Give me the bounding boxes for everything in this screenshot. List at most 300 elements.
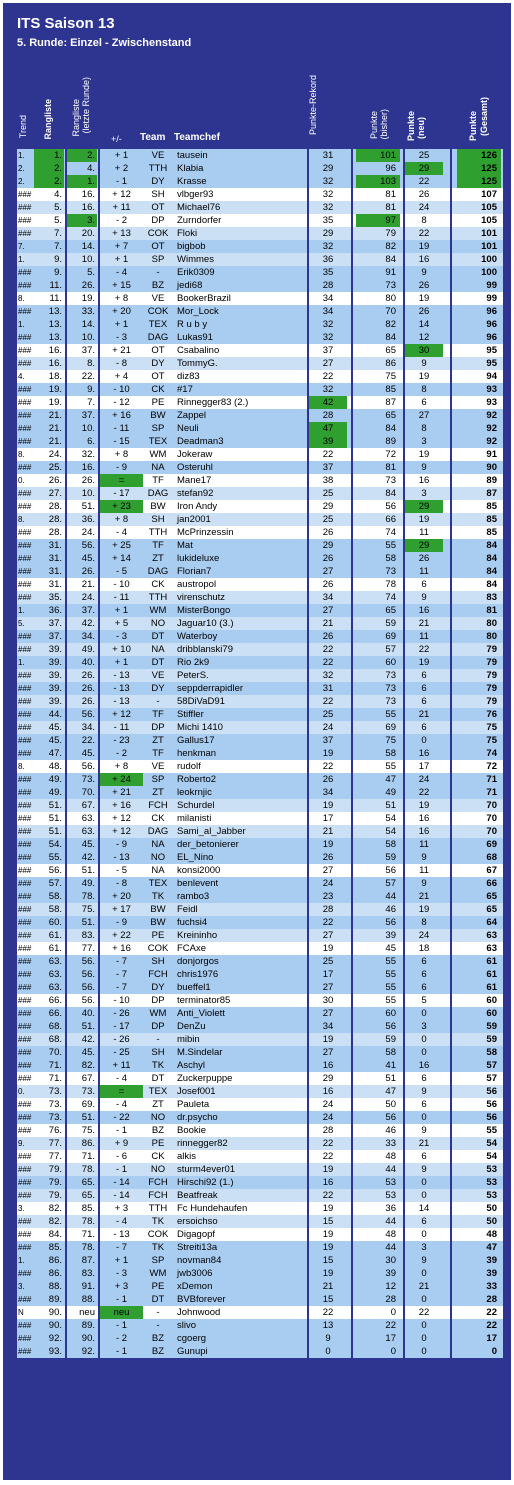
points-total-cell: 126 [457, 149, 501, 162]
trend-cell: 1. [18, 255, 25, 264]
column-divider [307, 591, 309, 604]
prev-rank-cell: neu [79, 1307, 95, 1318]
column-divider [98, 851, 100, 864]
teamchef-cell: Stiffler [177, 709, 204, 720]
column-divider [307, 942, 309, 955]
diff-cell: - 13 [113, 1229, 130, 1240]
prev-rank-cell: 6. [87, 436, 95, 447]
column-divider [351, 448, 353, 461]
diff-cell: + 8 [114, 761, 129, 772]
column-divider [450, 1098, 452, 1111]
column-divider [98, 474, 100, 487]
column-divider [65, 526, 67, 539]
column-divider [351, 1345, 353, 1358]
column-divider [403, 734, 405, 747]
diff-cell: - 10 [113, 995, 130, 1006]
column-divider [450, 617, 452, 630]
trend-cell: ### [18, 775, 32, 784]
column-divider [307, 669, 309, 682]
rank-cell: 66. [48, 995, 62, 1006]
prev-rank-cell: 90. [81, 1333, 95, 1344]
column-divider [403, 1020, 405, 1033]
teamchef-cell: rinnegger82 [177, 1138, 228, 1149]
header-trend: Trend [18, 115, 28, 139]
column-divider [307, 1319, 309, 1332]
prev-rank-cell: 3. [67, 214, 97, 227]
rank-cell: 49. [48, 787, 62, 798]
table-row [17, 344, 503, 357]
teamchef-cell: jedi68 [177, 280, 203, 291]
rank-cell: 84. [48, 1229, 62, 1240]
column-divider [403, 773, 405, 786]
team-cell: DP [151, 995, 165, 1006]
column-divider [65, 1059, 67, 1072]
table-row [17, 1280, 503, 1293]
team-cell: FCH [148, 1190, 168, 1201]
trend-cell: ### [18, 983, 32, 992]
points-new-cell: 22 [418, 787, 430, 798]
column-divider [403, 981, 405, 994]
column-divider [307, 1111, 309, 1124]
team-cell: SH [151, 514, 165, 525]
prev-rank-cell: 45. [81, 839, 95, 850]
column-divider [98, 201, 100, 214]
trend-cell: ### [18, 632, 32, 641]
trend-cell: ### [18, 502, 32, 511]
points-total-cell: 22 [486, 1307, 497, 1318]
column-divider [450, 734, 452, 747]
table-row [17, 1124, 503, 1137]
column-divider [403, 1098, 405, 1111]
column-divider [403, 968, 405, 981]
rank-cell: 55. [48, 852, 62, 863]
column-divider [403, 591, 405, 604]
column-divider [351, 682, 353, 695]
column-divider [403, 1059, 405, 1072]
diff-cell: - 22 [113, 1112, 130, 1123]
record-cell: 34 [322, 306, 334, 317]
team-cell: WM [149, 1008, 167, 1019]
prev-rank-cell: 26. [81, 683, 95, 694]
diff-cell: - 6 [115, 1151, 128, 1162]
record-cell: 24 [322, 1099, 334, 1110]
points-total-cell: 33 [486, 1281, 497, 1292]
table-row [17, 227, 503, 240]
column-divider [98, 1007, 100, 1020]
diff-cell: + 16 [112, 410, 131, 421]
table-row [17, 1137, 503, 1150]
column-divider [351, 1280, 353, 1293]
column-divider [351, 656, 353, 669]
team-cell: WM [149, 449, 167, 460]
rank-cell: 89. [48, 1294, 62, 1305]
rank-cell: 5. [54, 202, 62, 213]
team-cell: WM [149, 1268, 167, 1279]
points-prev-cell: 57 [385, 644, 396, 655]
column-divider [450, 1189, 452, 1202]
trend-cell: ### [18, 1022, 32, 1031]
prev-rank-cell: 10. [81, 332, 95, 343]
points-total-cell: 60 [486, 1008, 497, 1019]
points-new-cell: 22 [418, 176, 430, 187]
table-row [17, 383, 503, 396]
prev-rank-cell: 63. [81, 826, 95, 837]
trend-cell: ### [18, 437, 32, 446]
column-divider [450, 461, 452, 474]
diff-cell: - 23 [113, 735, 130, 746]
prev-rank-cell: 56. [81, 540, 95, 551]
record-cell: 22 [322, 696, 334, 707]
team-cell: DAG [147, 566, 169, 577]
column-divider [307, 812, 309, 825]
prev-rank-cell: 51. [81, 865, 95, 876]
rank-cell: 28. [48, 527, 62, 538]
table-row [17, 331, 503, 344]
record-cell: 22 [322, 644, 334, 655]
column-divider [450, 981, 452, 994]
trend-cell: ### [18, 424, 32, 433]
points-prev-cell: 51 [385, 1073, 396, 1084]
column-divider [307, 383, 309, 396]
column-divider [307, 955, 309, 968]
prev-rank-cell: 24. [81, 592, 95, 603]
prev-rank-cell: 19. [81, 293, 95, 304]
trend-cell: ### [18, 1269, 32, 1278]
trend-cell: ### [18, 229, 32, 238]
rank-cell: 2. [34, 162, 64, 175]
column-divider [307, 461, 309, 474]
prev-rank-cell: 37. [81, 410, 95, 421]
column-divider [98, 734, 100, 747]
column-divider [450, 526, 452, 539]
column-divider [98, 266, 100, 279]
header-record: Punkte-Rekord [308, 75, 318, 136]
table-row [17, 656, 503, 669]
teamchef-cell: Josef001 [177, 1086, 216, 1097]
points-total-cell: 75 [486, 735, 497, 746]
table-row [17, 188, 503, 201]
column-divider [450, 279, 452, 292]
diff-cell: + 21 [112, 787, 131, 798]
column-divider [98, 357, 100, 370]
teamchef-cell: Michael76 [177, 202, 221, 213]
team-cell: DAG [147, 826, 169, 837]
record-cell: 37 [322, 735, 334, 746]
team-cell: FCH [148, 800, 168, 811]
prev-rank-cell: 89. [81, 1320, 95, 1331]
points-total-cell: 79 [486, 683, 497, 694]
record-cell: 32 [322, 176, 334, 187]
points-new-cell: 26 [418, 306, 430, 317]
points-new-cell: 29 [405, 539, 443, 552]
table-row [17, 981, 503, 994]
points-new-cell: 27 [418, 410, 430, 421]
diff-cell: + 8 [114, 514, 129, 525]
record-cell: 26 [322, 579, 334, 590]
record-cell: 29 [322, 1073, 334, 1084]
points-prev-cell: 59 [385, 852, 396, 863]
team-cell: PE [151, 1281, 165, 1292]
teamchef-cell: virenschutz [177, 592, 226, 603]
column-divider [307, 994, 309, 1007]
header-rank-prev: Rangliste [71, 99, 81, 137]
column-divider [403, 1163, 405, 1176]
column-divider [307, 305, 309, 318]
record-cell: 22 [322, 371, 334, 382]
teamchef-cell: Rio 2k9 [177, 657, 210, 668]
column-divider [307, 864, 309, 877]
table-row [17, 1215, 503, 1228]
points-prev-cell: 101 [356, 149, 400, 162]
column-divider [351, 981, 353, 994]
column-divider [98, 1189, 100, 1202]
rank-cell: 56. [48, 865, 62, 876]
column-divider [65, 747, 67, 760]
column-divider [65, 500, 67, 513]
column-divider [351, 851, 353, 864]
column-divider [98, 565, 100, 578]
points-prev-cell: 59 [385, 618, 396, 629]
column-divider [450, 1007, 452, 1020]
team-cell: DT [151, 1294, 165, 1305]
column-divider [307, 435, 309, 448]
points-total-cell: 79 [486, 644, 497, 655]
record-cell: 22 [322, 1138, 334, 1149]
column-divider [65, 643, 67, 656]
points-prev-cell: 58 [385, 553, 396, 564]
teamchef-cell: lukideluxe [177, 553, 220, 564]
team-cell: - [156, 696, 160, 707]
rank-cell: 63. [48, 956, 62, 967]
teamchef-cell: bigbob [177, 241, 206, 252]
points-new-cell: 19 [418, 293, 430, 304]
rank-cell: 16. [48, 345, 62, 356]
points-total-cell: 95 [486, 358, 497, 369]
column-divider [351, 838, 353, 851]
record-cell: 13 [322, 1320, 334, 1331]
teamchef-cell: FCAxe [177, 943, 207, 954]
column-divider [307, 1098, 309, 1111]
column-divider [98, 1072, 100, 1085]
points-total-cell: 57 [486, 1073, 497, 1084]
record-cell: 27 [322, 930, 334, 941]
team-cell: SP [151, 774, 165, 785]
column-divider [307, 1059, 309, 1072]
column-divider [307, 1254, 309, 1267]
trend-cell: ### [18, 814, 32, 823]
points-total-cell: 85 [486, 501, 497, 512]
column-divider [450, 903, 452, 916]
column-divider [351, 1241, 353, 1254]
teamchef-cell: leokrnjic [177, 787, 212, 798]
column-divider [65, 1137, 67, 1150]
points-prev-cell: 84 [385, 332, 396, 343]
teamchef-cell: seppderrapidler [177, 683, 244, 694]
trend-cell: 1. [18, 658, 25, 667]
column-divider [307, 838, 309, 851]
column-divider [450, 1215, 452, 1228]
column-divider [351, 760, 353, 773]
prev-rank-cell: 56. [81, 709, 95, 720]
column-divider [450, 149, 452, 162]
rank-cell: 9. [54, 254, 62, 265]
column-divider [450, 1293, 452, 1306]
teamchef-cell: R u b y [177, 319, 208, 330]
team-cell: - [156, 1034, 160, 1045]
table-row [17, 604, 503, 617]
rank-cell: 51. [48, 826, 62, 837]
column-divider [307, 1150, 309, 1163]
team-cell: DAG [147, 332, 169, 343]
prev-rank-cell: 22. [81, 735, 95, 746]
team-cell: TEX [148, 436, 168, 447]
rank-cell: 54. [48, 839, 62, 850]
points-prev-cell: 36 [385, 1203, 396, 1214]
table-row [17, 539, 503, 552]
points-prev-cell: 84 [385, 254, 396, 265]
header-points-total: Punkte [468, 111, 478, 142]
record-cell: 19 [322, 1242, 334, 1253]
column-divider [98, 1241, 100, 1254]
rank-cell: 39. [48, 644, 62, 655]
column-divider [403, 266, 405, 279]
trend-cell: ### [18, 840, 32, 849]
column-divider [351, 955, 353, 968]
prev-rank-cell: 1. [67, 175, 97, 188]
points-new-cell: 24 [418, 202, 430, 213]
column-divider [307, 526, 309, 539]
points-prev-cell: 80 [385, 293, 396, 304]
points-new-cell: 6 [421, 1216, 427, 1227]
column-divider [307, 240, 309, 253]
trend-cell: ### [18, 528, 32, 537]
column-divider [351, 565, 353, 578]
prev-rank-cell: 34. [81, 722, 95, 733]
prev-rank-cell: 71. [81, 1151, 95, 1162]
column-divider [403, 305, 405, 318]
team-cell: NO [150, 852, 166, 863]
points-new-cell: 8 [421, 917, 427, 928]
points-prev-cell: 82 [385, 319, 396, 330]
points-new-cell: 3 [421, 436, 427, 447]
column-divider [403, 669, 405, 682]
trend-cell: ### [18, 1035, 32, 1044]
record-cell: 28 [322, 904, 334, 915]
team-cell: OT [151, 345, 165, 356]
column-divider [450, 396, 452, 409]
teamchef-cell: Beatfreak [177, 1190, 218, 1201]
column-divider [307, 539, 309, 552]
column-divider [307, 1124, 309, 1137]
column-divider [307, 916, 309, 929]
column-divider [65, 1332, 67, 1345]
points-new-cell: 6 [421, 956, 427, 967]
column-divider [307, 695, 309, 708]
column-divider [65, 175, 67, 188]
column-divider [98, 1033, 100, 1046]
points-total-cell: 125 [457, 162, 501, 175]
column-divider [351, 214, 353, 227]
column-divider [351, 721, 353, 734]
column-divider [98, 825, 100, 838]
table-row [17, 812, 503, 825]
column-divider [403, 864, 405, 877]
column-divider [403, 331, 405, 344]
points-prev-cell: 74 [385, 592, 396, 603]
column-divider [98, 604, 100, 617]
points-new-cell: 6 [421, 670, 427, 681]
table-row [17, 149, 503, 162]
points-prev-cell: 44 [385, 1216, 396, 1227]
diff-cell: + 20 [112, 306, 131, 317]
rank-cell: 19. [48, 397, 62, 408]
diff-cell: + 20 [112, 891, 131, 902]
table-row [17, 1163, 503, 1176]
record-cell: 29 [322, 163, 334, 174]
points-prev-cell: 97 [356, 214, 400, 227]
trend-cell: ### [18, 281, 32, 290]
diff-cell: - 26 [113, 1034, 130, 1045]
table-row [17, 851, 503, 864]
points-new-cell: 6 [421, 982, 427, 993]
points-new-cell: 21 [418, 618, 430, 629]
column-divider [403, 1137, 405, 1150]
team-cell: DP [151, 1021, 165, 1032]
team-cell: SH [151, 956, 165, 967]
points-new-cell: 9 [421, 462, 427, 473]
points-new-cell: 9 [421, 1255, 427, 1266]
diff-cell: - 4 [115, 1073, 128, 1084]
column-divider [450, 565, 452, 578]
teamchef-cell: novman84 [177, 1255, 222, 1266]
trend-cell: ### [18, 268, 32, 277]
prev-rank-cell: 34. [81, 631, 95, 642]
column-divider [351, 578, 353, 591]
record-cell: 22 [322, 917, 334, 928]
column-divider [403, 552, 405, 565]
column-divider [98, 1319, 100, 1332]
column-divider [307, 422, 309, 435]
column-divider [307, 500, 309, 513]
table-row [17, 409, 503, 422]
header-rank: Rangliste [43, 99, 53, 140]
teamchef-cell: Feidl [177, 904, 198, 915]
rank-cell: 71. [48, 1060, 62, 1071]
sheet-subtitle: 5. Runde: Einzel - Zwischenstand [17, 37, 192, 49]
column-divider [98, 968, 100, 981]
rank-cell: 79. [48, 1177, 62, 1188]
rank-cell: 28. [48, 514, 62, 525]
column-divider [98, 682, 100, 695]
points-total-cell: 85 [486, 514, 497, 525]
trend-cell: ### [18, 749, 32, 758]
diff-cell: + 1 [114, 605, 129, 616]
table-row [17, 903, 503, 916]
points-prev-cell: 54 [385, 826, 396, 837]
trend-cell: 0. [18, 1087, 25, 1096]
points-new-cell: 0 [421, 1008, 427, 1019]
column-divider [98, 448, 100, 461]
points-total-cell: 28 [486, 1294, 497, 1305]
team-cell: TK [151, 1060, 165, 1071]
teamchef-cell: Klabia [177, 163, 204, 174]
diff-cell: - 14 [113, 1177, 130, 1188]
diff-cell: + 12 [112, 826, 131, 837]
column-divider [403, 1319, 405, 1332]
column-divider [450, 877, 452, 890]
points-new-cell: 0 [421, 1034, 427, 1045]
column-divider [450, 513, 452, 526]
